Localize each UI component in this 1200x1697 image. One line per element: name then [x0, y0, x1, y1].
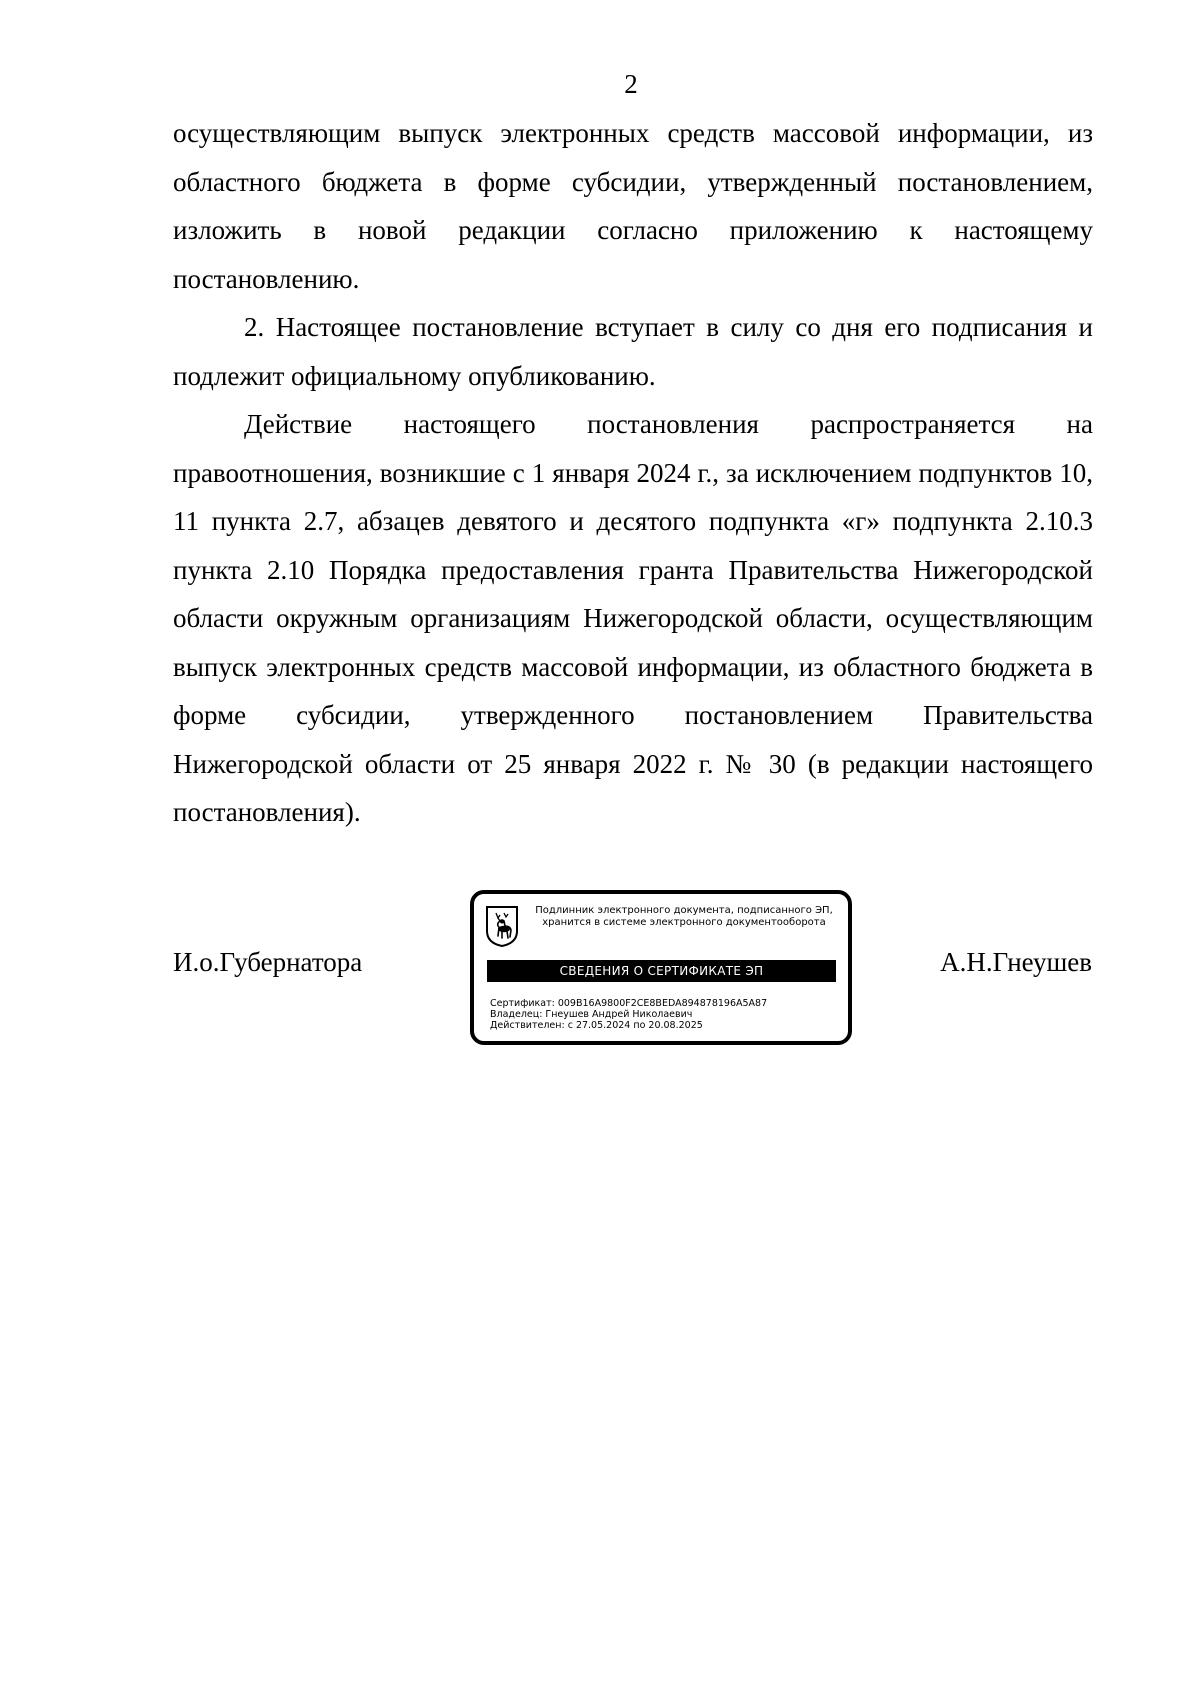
page-number: 2 — [624, 69, 638, 99]
document-body — [173, 109, 1093, 837]
paragraph-continuation: осуществляющим выпуск электронных средств массовой информации, из областного бюджета в форме субсидии, утвержденный постановлением, изложить в новой редакции согласно приложению к настоящему постановлению. — [173, 118, 1093, 294]
certificate-details — [490, 998, 840, 1031]
certificate-owner: Владелец: Гнеушев Андрей Николаевич — [490, 1009, 693, 1020]
deer-coat-of-arms-icon — [485, 905, 519, 947]
stamp-notice-line: Подлинник электронного документа, подписанного ЭП, — [535, 905, 833, 916]
electronic-signature-stamp — [470, 890, 852, 1045]
stamp-notice-line: хранится в системе электронного документооборота — [542, 917, 826, 928]
paragraph-effect: Действие настоящего постановления распространяется на правоотношения, возникшие с 1 января 2024 г., за исключением подпунктов 10, 11 пункта 2.7, абзацев девятого и десятого подпункта «г» подпункта 2.10.3 пункта 2.10 Порядка предоставления гранта Правительства Нижегородской области окружным организациям Нижегородской области, осуществляющим выпуск электронных средств массовой информации, из областного бюджета в форме субсидии, утвержденного постановлением Правительства Нижегородской области от 25 января 2022 г. № 30 (в редакции настоящего постановления). — [173, 409, 1093, 827]
stamp-heading: СВЕДЕНИЯ О СЕРТИФИКАТЕ ЭП — [487, 960, 836, 982]
certificate-number: Сертификат: 009B16A9800F2CE8BEDA894878196A5A87 — [490, 998, 768, 1009]
stamp-notice — [524, 905, 844, 929]
signer-position: И.о.Губернатора — [173, 947, 363, 977]
certificate-validity: Действителен: с 27.05.2024 по 20.08.2025 — [490, 1020, 703, 1031]
paragraph-item-2: 2. Настоящее постановление вступает в силу со дня его подписания и подлежит официальному опубликованию. — [173, 312, 1093, 391]
signer-name: А.Н.Гнеушев — [940, 947, 1092, 977]
